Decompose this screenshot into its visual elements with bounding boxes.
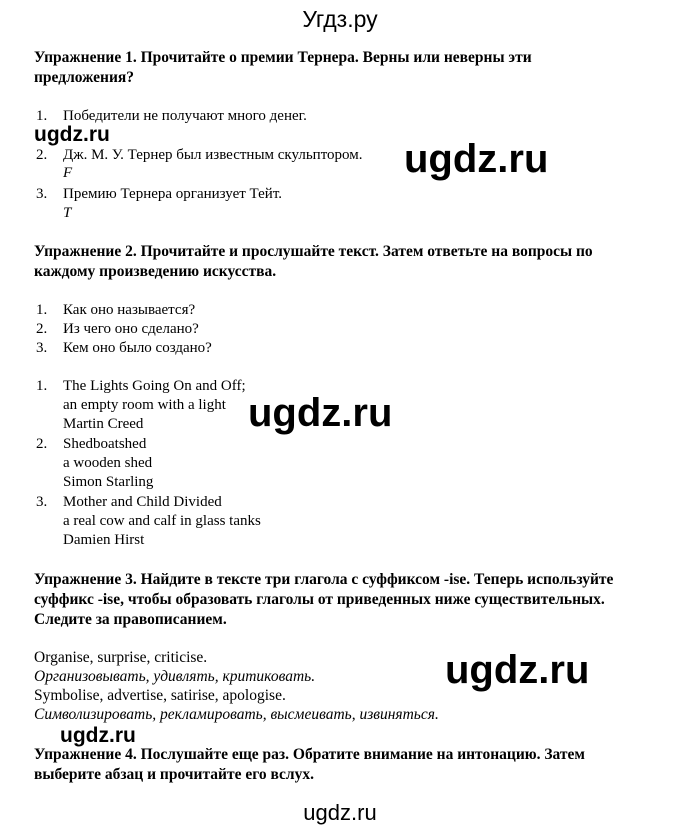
ex1-item-2-number: 2. xyxy=(36,147,48,163)
exercise-4-heading: Упражнение 4. Послушайте еще раз. Обратите внимание на интонацию. Затем выберите абзац и прочитайте его вслух. xyxy=(34,746,585,783)
ex1-item-1-number: 1. xyxy=(36,108,48,124)
footer-watermark: ugdz.ru xyxy=(303,800,377,825)
exercise-1-heading: Упражнение 1. Прочитайте о премии Тернера. Верны или неверны эти предложения? xyxy=(34,49,532,86)
ex2-question-1-number: 1. xyxy=(36,302,48,318)
watermark-large-2: ugdz.ru xyxy=(248,391,393,435)
ex2-work-2-number: 2. xyxy=(36,436,48,452)
ex2-work-2-title: Shedboatshed xyxy=(63,436,147,452)
watermark-small-1: ugdz.ru xyxy=(34,123,110,146)
watermark-small-2: ugdz.ru xyxy=(60,724,136,747)
ex3-translation-line-1: Организовывать, удивлять, критиковать. xyxy=(34,668,316,685)
ex2-question-3-text: Кем оно было создано? xyxy=(63,340,212,356)
ex2-work-1-title: The Lights Going On and Off; xyxy=(63,378,246,394)
ex2-work-1-material: an empty room with a light xyxy=(63,397,226,413)
ex2-work-3-material: a real cow and calf in glass tanks xyxy=(63,513,261,529)
ex2-work-3-artist: Damien Hirst xyxy=(63,532,145,548)
site-title: Угдз.ру xyxy=(302,6,378,32)
ex3-answer-line-2: Symbolise, advertise, satirise, apologise. xyxy=(34,687,286,704)
ex2-question-2-number: 2. xyxy=(36,321,48,337)
ex2-work-3-number: 3. xyxy=(36,494,48,510)
watermark-large-1: ugdz.ru xyxy=(404,137,549,181)
ex1-item-3-answer: T xyxy=(63,205,72,221)
ex2-work-1-artist: Martin Creed xyxy=(63,416,144,432)
ex2-work-2-artist: Simon Starling xyxy=(63,474,154,490)
ex1-item-3-number: 3. xyxy=(36,186,48,202)
ex1-item-1-text: Победители не получают много денег. xyxy=(63,108,307,124)
ex2-question-1-text: Как оно называется? xyxy=(63,302,196,318)
ex1-item-3-text: Премию Тернера организует Тейт. xyxy=(63,186,283,202)
ex2-work-1-number: 1. xyxy=(36,378,48,394)
watermark-large-3: ugdz.ru xyxy=(445,648,590,692)
ex2-work-3-title: Mother and Child Divided xyxy=(63,494,222,510)
ex2-work-2-material: a wooden shed xyxy=(63,455,153,471)
ex1-item-2-answer: F xyxy=(63,165,73,181)
ex3-translation-line-2: Символизировать, рекламировать, высмеивать, извиняться. xyxy=(34,706,439,723)
ex1-item-2-text: Дж. М. У. Тернер был известным скульптором. xyxy=(63,147,363,163)
ex2-question-3-number: 3. xyxy=(36,340,48,356)
exercise-2-heading: Упражнение 2. Прочитайте и прослушайте текст. Затем ответьте на вопросы по каждому произведению искусства. xyxy=(34,243,593,280)
ex2-question-2-text: Из чего оно сделано? xyxy=(63,321,199,337)
ex3-answer-line-1: Organise, surprise, criticise. xyxy=(34,649,208,666)
exercise-3-heading: Упражнение 3. Найдите в тексте три глагола с суффиксом -ise. Теперь используйте суффикс -ise, чтобы образовать глаголы от приведенных ниже существительных. Следите за правописанием. xyxy=(34,571,614,628)
